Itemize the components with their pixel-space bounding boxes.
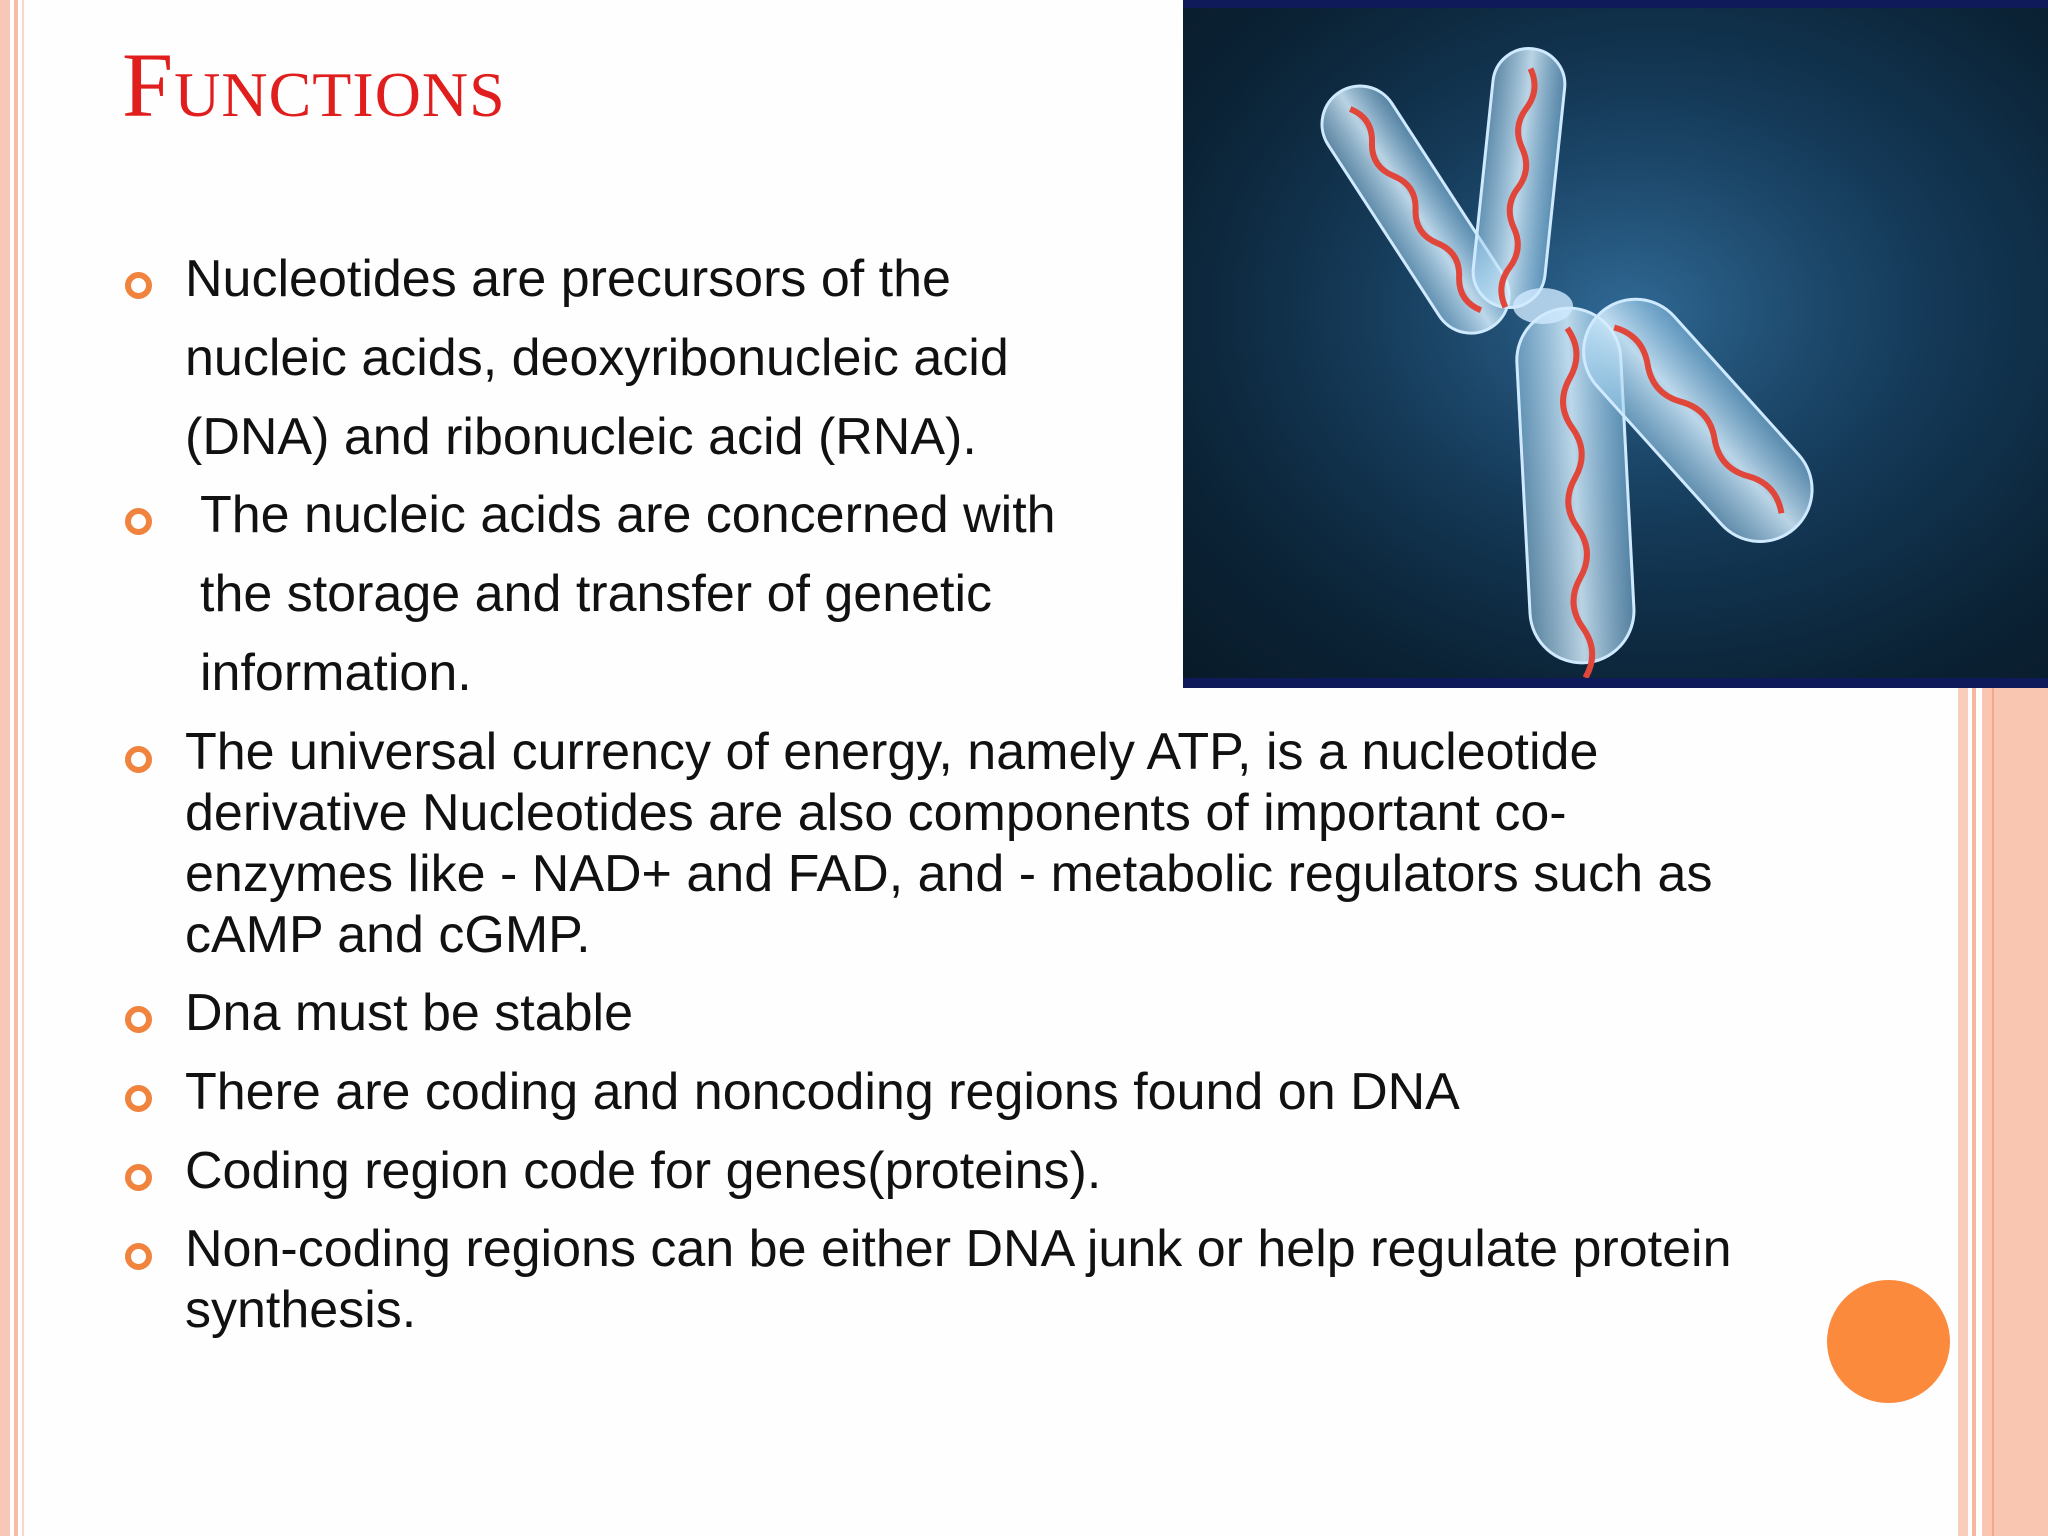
bullet-text: The nucleic acids are concerned with the storage and transfer of genetic information. [200, 486, 1056, 702]
accent-circle [1827, 1280, 1950, 1403]
slide-title: Functions [122, 34, 506, 136]
chromosome-image [1183, 0, 2048, 688]
list-item [0, 476, 1150, 713]
bullet-text: Nucleotides are precursors of the nucleic acids, deoxyribonucleic acid (DNA) and ribonucleic acid (RNA). [185, 250, 1009, 466]
bullet-marker-icon [125, 1164, 152, 1191]
bullet-text: Non-coding regions can be either DNA junk or help regulate protein synthesis. [185, 1220, 1732, 1339]
bullet-marker-icon [125, 746, 152, 773]
bullet-marker-icon [125, 508, 152, 535]
list-item [0, 1053, 1900, 1132]
bullet-marker-icon [125, 1006, 152, 1033]
bullet-marker-icon [125, 272, 152, 299]
right-stripe [1992, 688, 1994, 1536]
list-item [0, 974, 1900, 1053]
right-stripe [1958, 688, 1968, 1536]
bullet-marker-icon [125, 1243, 152, 1270]
bullet-marker-icon [125, 1085, 152, 1112]
bullet-text: Dna must be stable [185, 984, 634, 1042]
list-item [0, 240, 1150, 477]
list-item [0, 1219, 1900, 1341]
right-stripe [1972, 688, 1976, 1536]
chromosome-illustration [1183, 8, 2048, 678]
bullet-text: The universal currency of energy, namely ATP, is a nucleotide derivative Nucleotides are also components of important co- enzymes like - NAD+ and FAD, and - metabolic regulators such as cAMP and cGMP. [185, 723, 1713, 964]
list-item [0, 1132, 1900, 1211]
bullet-text: Coding region code for genes(proteins). [185, 1142, 1102, 1200]
list-item [0, 722, 1900, 966]
bullet-text: There are coding and noncoding regions found on DNA [185, 1063, 1460, 1121]
